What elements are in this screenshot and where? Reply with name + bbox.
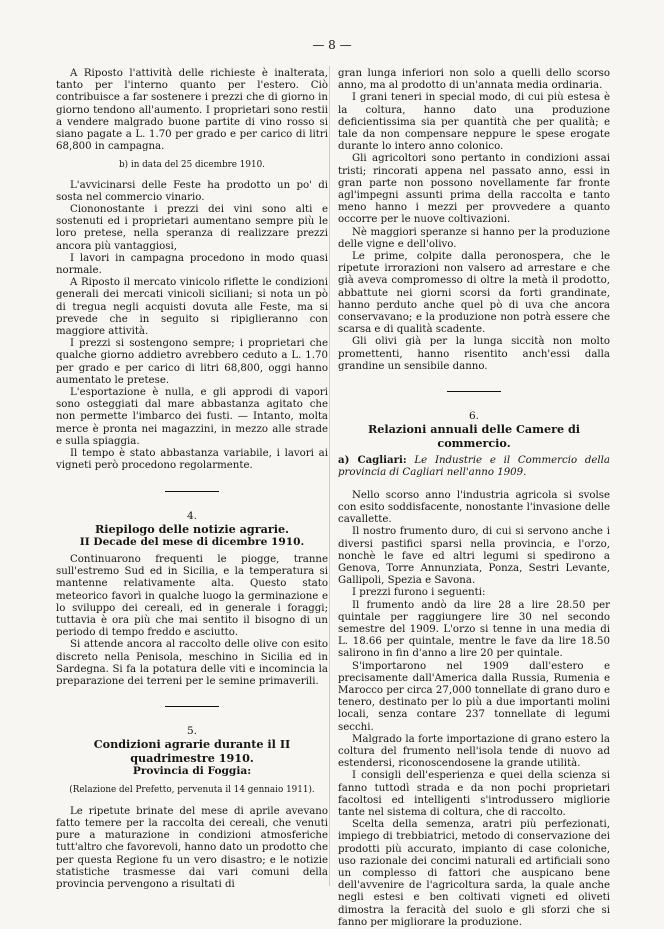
province-heading: Provincia di Foggia: xyxy=(132,765,252,778)
paragraph: Nello scorso anno l'industria agricola si svolse con esito soddisfacente, nonostante l'invasione delle cavallette. xyxy=(338,489,610,526)
paragraph: Ciononostante i prezzi dei vini sono alti e sostenuti ed i proprietari aumentano sempre più le loro pretese, nella speranza di realizzare prezzi ancora più vantaggiosi, xyxy=(56,204,328,252)
section-number: 6. xyxy=(468,410,480,423)
cagliari-title: Le Industrie e il Commercio della provincia di Cagliari nell'anno 1909. xyxy=(338,455,610,479)
paragraph: Le prime, colpite dalla peronospera, che le ripetute irrorazioni non valsero ad arrestare e che già aveva compromesso di oltre la metà il prodotto, abbattute nei giorni scorsi da forti grandinate, hanno perduto anche quel pò di uva che ancora conservavano; e la produzione non potrà essere che scarsa e di qualità scadente. xyxy=(338,251,610,336)
section-title: Riepilogo delle notizie agrarie. xyxy=(94,521,290,536)
paragraph: L'avvicinarsi delle Feste ha prodotto un po' di sosta nel commercio vinario. xyxy=(56,179,328,203)
left-column xyxy=(56,68,328,891)
cagliari-reference xyxy=(338,454,610,479)
cagliari-label: a) Cagliari: xyxy=(338,454,407,467)
paragraph: Gli olivi già per la lunga siccità non molto promettenti, hanno risentito anch'essi dalla grandine un sensibile danno. xyxy=(338,336,610,372)
paragraph: I consigli dell'esperienza e quei della scienza si fanno tuttodì strada e da non pochi proprietari facoltosi ed intelligenti s'introdussero migliorie tante nel sistema di coltura, che di raccolto. xyxy=(338,770,610,818)
column-divider xyxy=(329,66,330,886)
paragraph: Il frumento andò da lire 28 a lire 28.50 per quintale per raggiungere lire 30 nel secondo semestre del 1909. L'orzo si tenne in una media di L. 18.66 per quintale, mentre le fave da lire 18.50 salirono in fin d'anno a lire 20 per quintale. xyxy=(338,599,610,660)
section-number: 4. xyxy=(186,509,198,522)
paragraph: Gli agricoltori sono pertanto in condizioni assai tristi; rincorati appena nel passato anno, essi in gran parte non possono novellamente far fronte agl'impegni assunti prima della raccolta e tanto meno hanno i mezzi per provvedere a quanto occorre per le nuove coltivazioni. xyxy=(338,153,610,226)
paragraph: A Riposto il mercato vinicolo riflette le condizioni generali dei mercati vinicoli siciliani; si nota un pò di tregua negli acquisti dovuta alle Feste, ma si prevede che in seguito si ripiglieranno con maggiore attività. xyxy=(56,277,328,338)
paragraph-continued: gran lunga inferiori non solo a quelli dello scorso anno, ma al prodotto di un'annata media ordinaria. xyxy=(338,68,610,92)
paragraph: I grani teneri in special modo, di cui più estesa è la coltura, hanno dato una produzione deficientissima sia per quantità che per qualità; e tale da non compensare neppure le spese erogate durante lo intero anno colonico. xyxy=(338,92,610,153)
paragraph: Nè maggiori speranze si hanno per la produzione delle vigne e dell'olivo. xyxy=(338,226,610,250)
section-divider xyxy=(165,491,219,492)
paragraph: Scelta della semenza, aratri più perfezionati, impiego di trebbiatrici, metodo di conservazione dei prodotti più accurato, impianto di case coloniche, uso razionale dei concimi naturali ed artificiali sono un complesso di fattori che auspicano bene dell'avvenire de l'agricoltura sarda, la quale anche negli estesi e ben coltivati vigneti ed oliveti dimostra la feracità del suolo e gli sforzi che si fanno per migliorare la produzione. xyxy=(338,819,610,928)
paragraph: I prezzi si sostengono sempre; i proprietari che qualche giorno addietro avrebbero ceduto a L. 1.70 per grado e per carico di litri 68,800, oggi hanno aumentato le pretese. xyxy=(56,338,328,386)
section-number: 5. xyxy=(186,725,198,738)
paragraph: Le ripetute brinate del mese di aprile avevano fatto temere per la raccolta dei cereali, che venuti pure a maturazione in condizioni atmosferiche tutt'altro che favorevoli, hanno dato un prodotto che per questa Regione fu un vero disastro; e le notizie statistiche trasmesse dai vari comuni della provincia pervengono a risultati di xyxy=(56,805,328,890)
dated-note: b) in data del 25 dicembre 1910. xyxy=(119,160,265,171)
section-title: Relazioni annuali delle Camere di commercio. xyxy=(367,422,581,451)
paragraph: Si attende ancora al raccolto delle olive con esito discreto nella Penisola, meschino in Sicilia ed in Sardegna. Si fa la potatura delle viti e incomincia la preparazione dei terreni per le semine primaverili. xyxy=(56,639,328,687)
paragraph: S'importarono nel 1909 dall'estero e precisamente dall'America dalla Russia, Rumenia e Marocco per circa 27,000 tonnellate di grano duro e tenero, destinato per lo più a due importanti molini locali, senza contare 237 tonnellate di legumi secchi. xyxy=(338,660,610,733)
section-divider xyxy=(165,706,219,707)
section-title: Condizioni agrarie durante il II quadrimestre 1910. xyxy=(93,737,291,766)
section-divider xyxy=(447,391,501,392)
source-note: (Relazione del Prefetto, pervenuta il 14 gennaio 1911). xyxy=(69,784,315,795)
paragraph: I lavori in campagna procedono in modo quasi normale. xyxy=(56,252,328,277)
paragraph: Malgrado la forte importazione di grano estero la coltura del frumento nell'isola tende di nuovo ad estendersi, riconoscendosene la grande utilità. xyxy=(338,733,610,770)
paragraph: Continuarono frequenti le piogge, tranne sull'estremo Sud ed in Sicilia, e la temperatura si mantenne relativamente alta. Questo stato meteorico favorì in qualche luogo la germinazione e lo sviluppo dei cereali, ed in generale i foraggi; tuttavia è ora più che mai sentito il bisogno di un periodo di tempo freddo e asciutto. xyxy=(56,553,328,639)
right-column xyxy=(338,68,610,929)
page-number: — 8 — xyxy=(312,38,352,52)
paragraph-riposto-intro: A Riposto l'attività delle richieste è inalterata, tanto per l'interno quanto per l'estero. Ciò contribuisce a far sostenere i prezzi che di giorno in giorno tendono all'aumento. I proprietari sono restii a vendere malgrado buone partite di vino rosso si siano pagate a L. 1.70 per grado e per carico di litri 68,800 in campagna. xyxy=(56,68,328,153)
paragraph: I prezzi furono i seguenti: xyxy=(352,587,486,599)
paragraph: Il tempo è stato abbastanza variabile, i lavori ai vigneti però procedono regolarmente. xyxy=(56,448,328,472)
paragraph: L'esportazione è nulla, e gli approdi di vapori sono osteggiati dal mare abbastanza agitato che non permette l'imbarco dei fusti. — Intanto, molta merce è pronta nei magazzini, in mezzo alle strade e sulla spiaggia. xyxy=(56,387,328,447)
paragraph: Il nostro frumento duro, di cui si servono anche i diversi pastifici sparsi nella provincia, e l'orzo, nonchè le fave ed altri legumi si spedirono a Genova, Torre Annunziata, Ponza, Sestri Levante, Gallipoli, Spezia e Savona. xyxy=(338,526,610,587)
section-subtitle: II Decade del mese di dicembre 1910. xyxy=(79,535,305,548)
